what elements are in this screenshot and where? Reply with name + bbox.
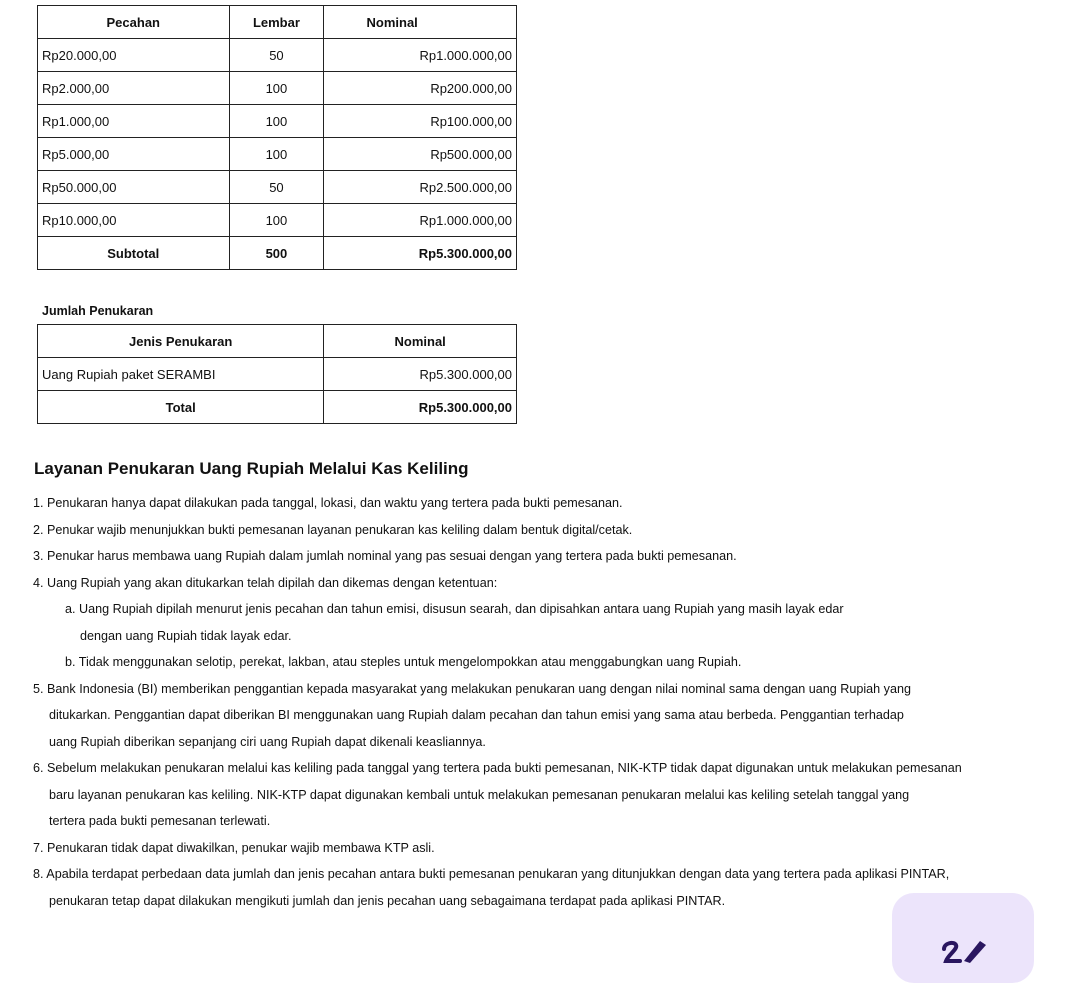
cell-nominal: Rp5.300.000,00 [324, 358, 517, 391]
cell-pecahan: Rp2.000,00 [38, 72, 230, 105]
table-row [38, 72, 517, 105]
cell-lembar: 50 [229, 39, 324, 72]
rule-item-continued: ditukarkan. Penggantian dapat diberikan BI menggunakan uang Rupiah dalam pecahan dan tahun emisi yang sama atau berbeda. Penggantian terhadap [49, 708, 904, 722]
rule-item: 7. Penukaran tidak dapat diwakilkan, penukar wajib membawa KTP asli. [33, 840, 435, 855]
total-label: Total [38, 391, 324, 424]
rule-item: 3. Penukar harus membawa uang Rupiah dalam jumlah nominal yang pas sesuai dengan yang tertera pada bukti pemesanan. [33, 549, 737, 563]
total-row [38, 391, 517, 424]
rule-item-continued: uang Rupiah diberikan sepanjang ciri uang Rupiah dapat dikenali keasliannya. [49, 734, 486, 749]
cell-nominal: Rp500.000,00 [324, 138, 517, 171]
subtotal-lembar: 500 [229, 237, 324, 270]
table-header-row [38, 325, 517, 358]
table-row [38, 171, 517, 204]
cell-lembar: 100 [229, 72, 324, 105]
rule-item: 5. Bank Indonesia (BI) memberikan penggantian kepada masyarakat yang melakukan penukaran uang dengan nilai nominal sama dengan uang Rupiah yang [33, 681, 911, 696]
cell-nominal: Rp200.000,00 [324, 72, 517, 105]
cell-nominal: Rp1.000.000,00 [324, 204, 517, 237]
cell-nominal: Rp1.000.000,00 [324, 39, 517, 72]
rule-item: 4. Uang Rupiah yang akan ditukarkan telah dipilah dan dikemas dengan ketentuan: [33, 575, 498, 590]
exchange-table [37, 324, 517, 424]
cell-jenis: Uang Rupiah paket SERAMBI [38, 358, 324, 391]
rule-item-continued: penukaran tetap dapat dilakukan mengikuti jumlah dan jenis pecahan uang sebagaimana terdapat pada aplikasi PINTAR. [49, 893, 726, 908]
cell-pecahan: Rp5.000,00 [38, 138, 230, 171]
cell-pecahan: Rp1.000,00 [38, 105, 230, 138]
subtotal-nominal: Rp5.300.000,00 [324, 237, 517, 270]
rule-subitem-continued: dengan uang Rupiah tidak layak edar. [80, 628, 292, 643]
rule-item-continued: tertera pada bukti pemesanan terlewati. [49, 814, 271, 828]
jumlah-penukaran-label: Jumlah Penukaran [42, 304, 154, 318]
section-title: Layanan Penukaran Uang Rupiah Melalui Kas Keliling [34, 459, 469, 478]
column-header: Nominal [324, 6, 517, 39]
subtotal-row [38, 237, 517, 270]
subtotal-label: Subtotal [38, 237, 230, 270]
rule-item: 1. Penukaran hanya dapat dilakukan pada tanggal, lokasi, dan waktu yang tertera pada bukti pemesanan. [33, 496, 623, 510]
total-nominal: Rp5.300.000,00 [324, 391, 517, 424]
rule-subitem: b. Tidak menggunakan selotip, perekat, lakban, atau steples untuk mengelompokkan atau menggabungkan uang Rupiah. [65, 655, 742, 669]
rule-item: 6. Sebelum melakukan penukaran melalui kas keliling pada tanggal yang tertera pada bukti pemesanan, NIK-KTP tidak dapat digunakan untuk melakukan pemesanan [33, 761, 962, 775]
rule-item: 8. Apabila terdapat perbedaan data jumlah dan jenis pecahan antara bukti pemesanan penukaran yang ditunjukkan dengan data yang tertera pada aplikasi PINTAR, [33, 867, 950, 881]
table-row [38, 204, 517, 237]
cell-pecahan: Rp50.000,00 [38, 171, 230, 204]
table-row [38, 138, 517, 171]
cell-lembar: 100 [229, 105, 324, 138]
column-header: Lembar [229, 6, 324, 39]
rule-item: 2. Penukar wajib menunjukkan bukti pemesanan layanan penukaran kas keliling dalam bentuk digital/cetak. [33, 522, 633, 537]
column-header: Nominal [324, 325, 517, 358]
table-row [38, 39, 517, 72]
table-header-row [38, 6, 517, 39]
cell-pecahan: Rp10.000,00 [38, 204, 230, 237]
cell-lembar: 50 [229, 171, 324, 204]
table-row [38, 105, 517, 138]
column-header: Jenis Penukaran [38, 325, 324, 358]
rule-item-continued: baru layanan penukaran kas keliling. NIK-KTP dapat digunakan kembali untuk melakukan pemesanan penukaran melalui kas keliling setelah tanggal yang [49, 787, 910, 802]
column-header: Pecahan [38, 6, 230, 39]
cell-lembar: 100 [229, 138, 324, 171]
edit-pen-icon[interactable] [940, 935, 990, 963]
cell-nominal: Rp2.500.000,00 [324, 171, 517, 204]
rules-list [33, 490, 1063, 914]
cell-lembar: 100 [229, 204, 324, 237]
table-row [38, 358, 517, 391]
cell-pecahan: Rp20.000,00 [38, 39, 230, 72]
cell-nominal: Rp100.000,00 [324, 105, 517, 138]
denomination-table [37, 5, 517, 270]
rule-subitem: a. Uang Rupiah dipilah menurut jenis pecahan dan tahun emisi, disusun searah, dan dipisahkan antara uang Rupiah yang masih layak edar [65, 602, 844, 616]
